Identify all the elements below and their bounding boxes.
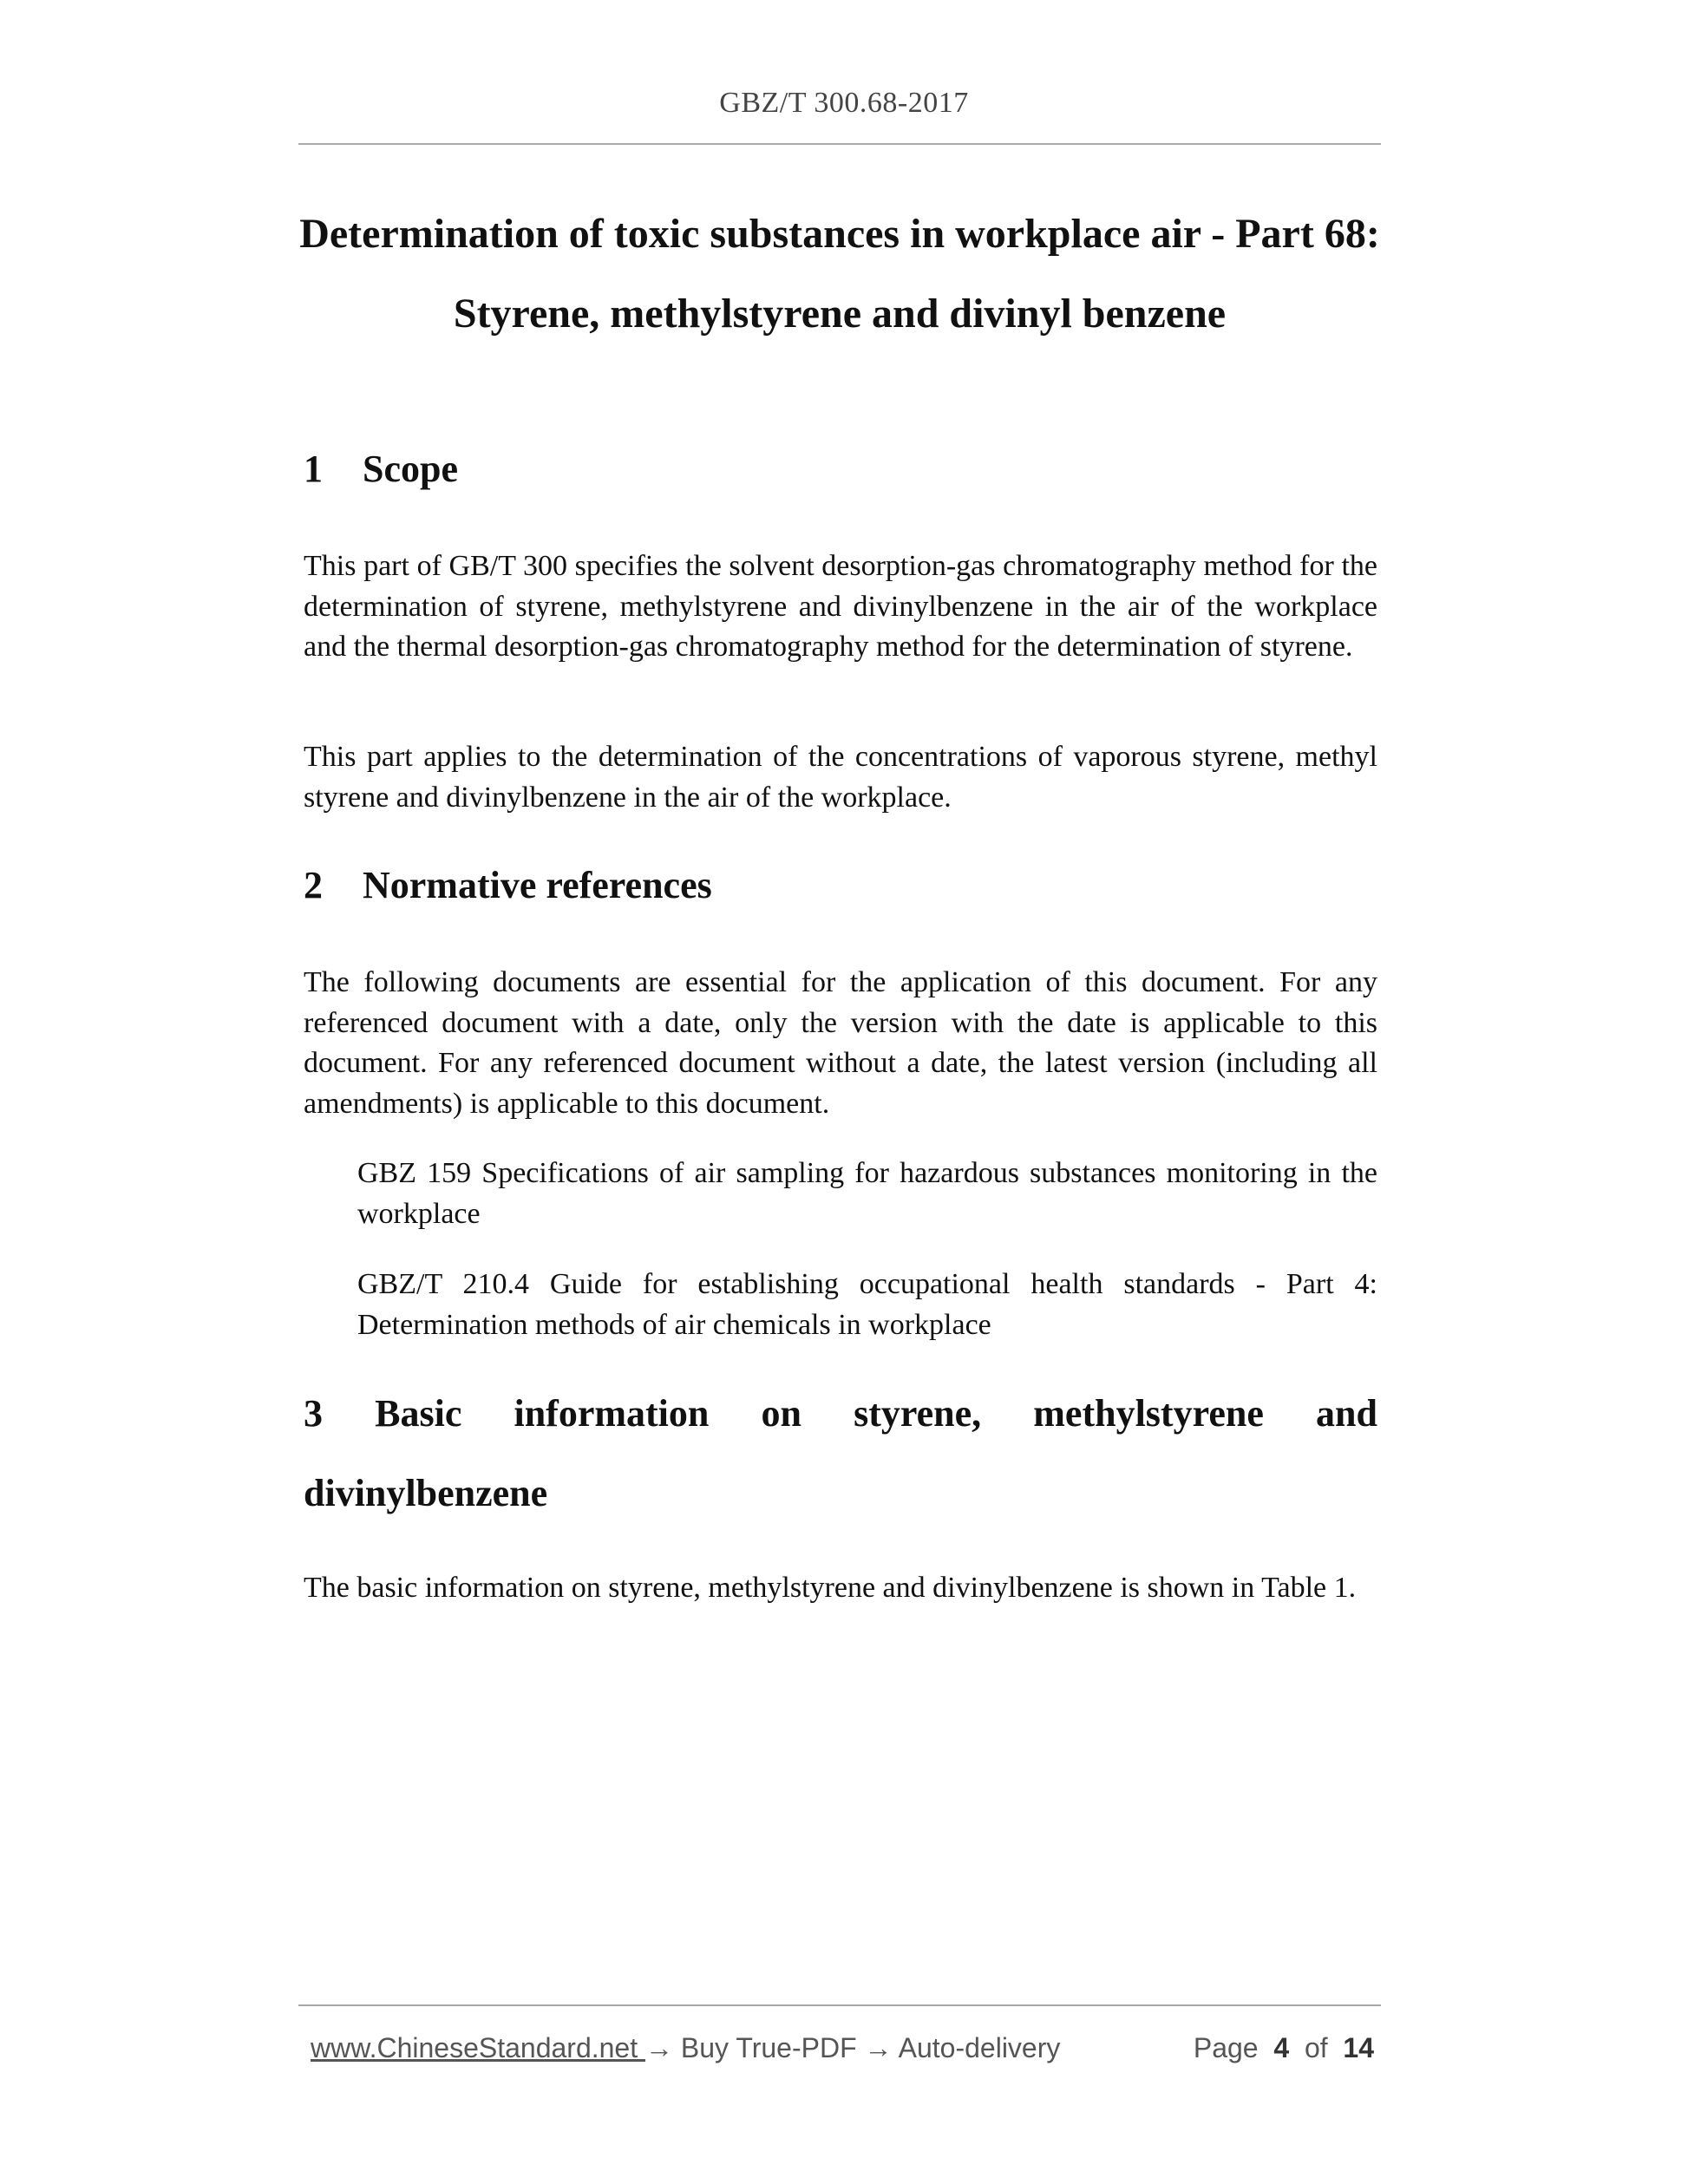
footer-buy-text: Buy True-PDF: [673, 2032, 865, 2063]
footer-delivery-text: Auto-delivery: [892, 2032, 1061, 2063]
section-2-title: Normative references: [363, 864, 712, 906]
scope-paragraph-1: This part of GB/T 300 specifies the solvent desorption-gas chromatography method for the determination of styrene, methylstyrene and divinylbenzene in the air of the workplace and the thermal desorption-gas chromatography method for the determination of styrene.: [304, 550, 1377, 663]
footer-divider: [298, 2004, 1381, 2006]
section-1-heading: [304, 447, 458, 492]
section-3-title-word: methylstyrene: [1033, 1392, 1264, 1435]
section-3-number: 3: [304, 1392, 323, 1435]
header-divider: [298, 143, 1381, 145]
section-2-heading: [304, 863, 712, 908]
page-current: 4: [1273, 2032, 1290, 2063]
page-of-label: of: [1304, 2032, 1328, 2063]
page-total: 14: [1343, 2032, 1374, 2063]
reference-item-gbz-159: GBZ 159 Specifications of air sampling for hazardous substances monitoring in the workplace: [357, 1157, 1377, 1230]
section-3-title-word: styrene,: [854, 1392, 982, 1435]
section-3-heading-line-1: [304, 1391, 1377, 1436]
page-label: Page: [1193, 2032, 1259, 2063]
document-code-header: GBZ/T 300.68-2017: [719, 87, 969, 119]
section-3-title-word: on: [761, 1392, 801, 1435]
section-3-title-word: information: [514, 1392, 710, 1435]
footer-left: [311, 2028, 1060, 2068]
page-footer: [311, 2028, 1374, 2068]
section-1-title: Scope: [363, 448, 458, 490]
section-3-title-word: Basic: [375, 1392, 462, 1435]
reference-item-gbz-t-210-4: GBZ/T 210.4 Guide for establishing occupational health standards - Part 4: Determination methods of air chemicals in workplace: [357, 1268, 1377, 1341]
arrow-right-icon: →: [864, 2032, 893, 2063]
section-3-heading-line-2: divinylbenzene: [304, 1472, 548, 1514]
arrow-right-icon: →: [645, 2032, 673, 2063]
section-3-title-word: and: [1315, 1392, 1377, 1435]
basic-info-paragraph: The basic information on styrene, methylstyrene and divinylbenzene is shown in Table 1.: [304, 1572, 1357, 1604]
footer-site-link[interactable]: www.ChineseStandard.net: [311, 2032, 645, 2063]
section-2-number: 2: [304, 864, 323, 906]
document-title-line-2: Styrene, methylstyrene and divinyl benzene: [453, 291, 1227, 337]
normative-intro-paragraph: The following documents are essential for the application of this document. For any referenced document with a date, only the version with the date is applicable to this document. For any referenced document without a date, the latest version (including all amendments) is applicable to this document.: [304, 966, 1377, 1120]
document-title-line-1: Determination of toxic substances in workplace air - Part 68:: [299, 211, 1380, 257]
footer-page-indicator: [1194, 2028, 1374, 2068]
scope-paragraph-2: This part applies to the determination of the concentrations of vaporous styrene, methyl styrene and divinylbenzene in the air of the workplace.: [304, 741, 1377, 814]
section-1-number: 1: [304, 448, 323, 490]
